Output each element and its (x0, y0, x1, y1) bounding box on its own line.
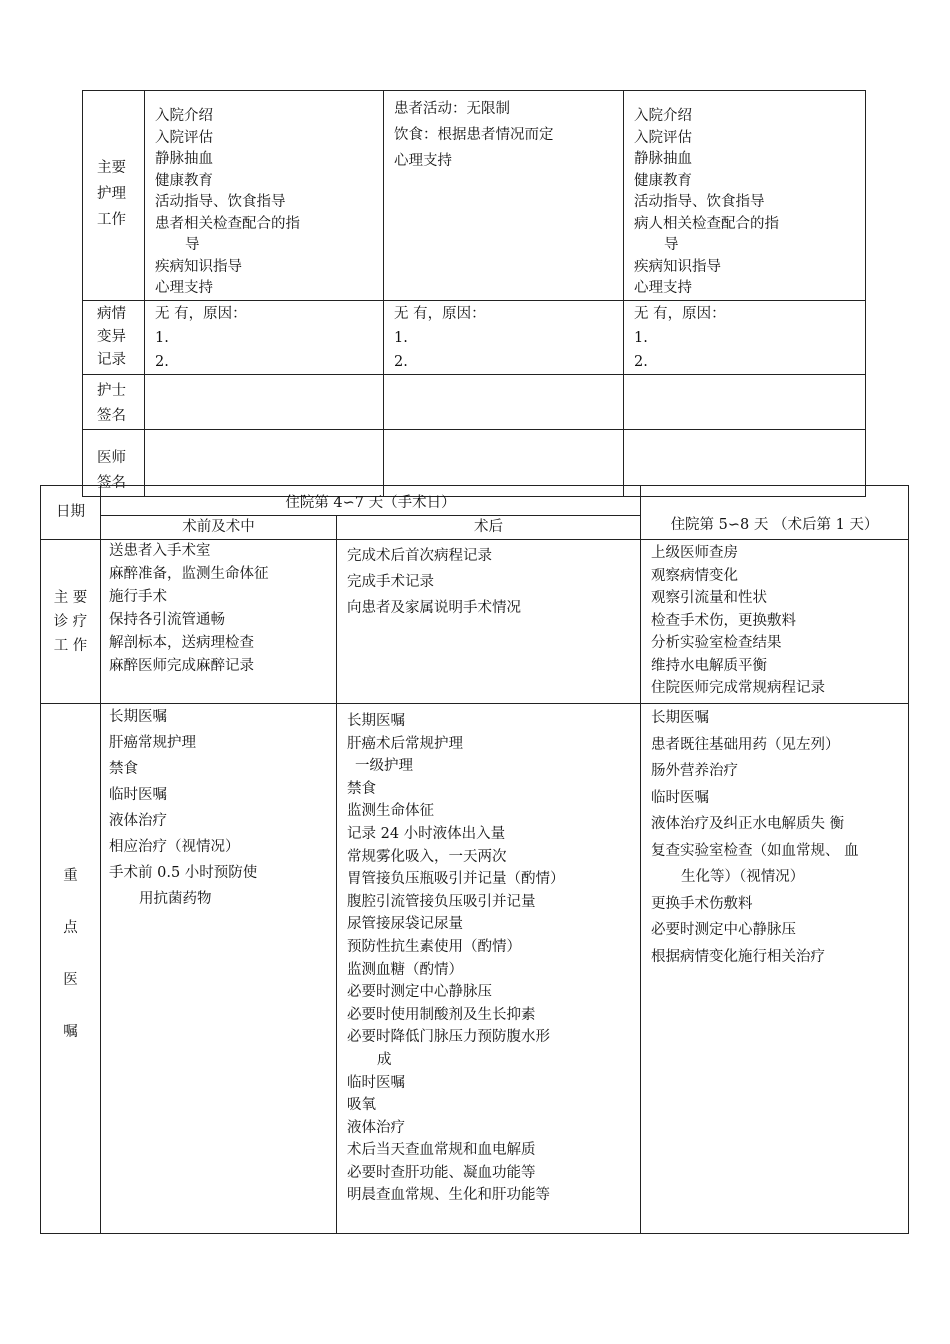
list-item: 活动指导、饮食指导 (155, 194, 286, 210)
list-item: 根据病情变化施行相关治疗 (651, 948, 825, 965)
date-label: 日期 (56, 504, 85, 520)
label-line: 医师 (97, 449, 126, 466)
nurse-signature-cell[interactable] (145, 374, 384, 429)
nursing-work-col1 (145, 91, 384, 301)
list-item: 患者相关检查配合的指 (155, 215, 300, 232)
list-item: 静脉抽血 (634, 151, 692, 167)
row-label-main-work (41, 540, 101, 704)
list-item: 向患者及家属说明手术情况 (347, 600, 521, 616)
label-line: 工作 (97, 212, 126, 228)
list-item: 活动指导、饮食指导 (634, 194, 765, 210)
list-item: 手术前 0.5 小时预防使 (109, 865, 258, 881)
list-item: 解剖标本，送病理检查 (109, 635, 254, 651)
row-label-nurse-signature (83, 374, 145, 429)
label-line: 诊 疗 (53, 614, 88, 630)
label-line: 病情 (97, 305, 126, 322)
list-item: 疾病知识指导 (155, 258, 242, 275)
list-item: 预防性抗生素使用（酌情） (347, 938, 521, 955)
row-label-variance (83, 300, 145, 374)
list-item: 维持水电解质平衡 (651, 657, 767, 674)
list-item: 禁食 (109, 761, 138, 777)
list-item: 麻醉医师完成麻醉记录 (109, 658, 254, 674)
nursing-work-col3 (624, 91, 866, 301)
list-item: 相应治疗（视情况） (109, 839, 240, 855)
pre-op-label: 术前及术中 (182, 519, 255, 535)
post-op-header (337, 516, 641, 540)
label-line: 主要 (97, 160, 126, 176)
list-item: 长期医嘱 (109, 709, 167, 725)
surgery-table (40, 485, 909, 1234)
list-item: 肠外营养治疗 (651, 763, 738, 779)
label-line: 记录 (97, 351, 126, 368)
list-item: 1. (155, 329, 169, 346)
list-item: 病人相关检查配合的指 (634, 215, 779, 232)
list-item: 无 有，原因： (394, 305, 486, 322)
list-item: 保持各引流管通畅 (109, 612, 225, 628)
row-label-orders (41, 704, 101, 1234)
orders-post-day1 (641, 704, 909, 1234)
surgery-day-header (101, 486, 641, 516)
list-item: 必要时使用制酸剂及生长抑素 (347, 1006, 536, 1023)
list-item: 观察病情变化 (651, 567, 738, 584)
label-line: 护理 (97, 186, 126, 202)
list-item: 检查手术伤，更换敷料 (651, 612, 796, 629)
surgery-day-label: 住院第 4∽7 天（手术日） (285, 495, 456, 511)
nursing-work-row (83, 91, 866, 301)
list-item: 心理支持 (394, 153, 452, 169)
list-item: 无 有，原因： (634, 305, 726, 322)
list-item: 液体治疗 (109, 813, 167, 829)
label-line: 变异 (97, 328, 126, 345)
post-op-label: 术后 (474, 519, 503, 535)
nurse-signature-cell[interactable] (384, 374, 624, 429)
list-item: 静脉抽血 (155, 151, 213, 167)
date-header (41, 486, 101, 540)
list-item: 长期医嘱 (347, 713, 405, 729)
list-item: 完成手术记录 (347, 574, 434, 590)
label-line: 重 (63, 868, 78, 884)
orders-post-op (337, 704, 641, 1234)
list-item: 肝癌术后常规护理 (347, 735, 463, 752)
label-line: 嘱 (63, 1024, 78, 1040)
post-day1-header (641, 486, 909, 540)
list-item: 吸氧 (347, 1097, 376, 1114)
list-item: 肝癌常规护理 (109, 735, 196, 751)
list-item: 心理支持 (155, 280, 213, 296)
orders-row (41, 704, 909, 1234)
list-item: 入院评估 (634, 129, 692, 146)
list-item: 入院介绍 (155, 108, 213, 124)
list-item: 监测血糖（酌情） (347, 961, 463, 978)
list-item: 无 有，原因： (155, 305, 247, 322)
nurse-signature-cell[interactable] (624, 374, 866, 429)
list-item: 必要时测定中心静脉压 (651, 922, 796, 938)
list-item: 导 (664, 237, 679, 253)
list-item: 2. (634, 353, 648, 370)
list-item: 常规雾化吸入，一天两次 (347, 848, 507, 865)
list-item: 疾病知识指导 (634, 258, 721, 275)
list-item: 监测生命体征 (347, 803, 434, 820)
header-row-1 (41, 486, 909, 516)
list-item: 必要时查肝功能、凝血功能等 (347, 1164, 536, 1181)
list-item: 临时医嘱 (347, 1074, 405, 1091)
list-item: 更换手术伤敷料 (651, 895, 753, 912)
list-item: 2. (155, 353, 169, 370)
list-item: 上级医师查房 (651, 545, 738, 561)
list-item: 长期医嘱 (651, 710, 709, 726)
list-item: 尿管接尿袋记尿量 (347, 916, 463, 933)
list-item: 一级护理 (355, 758, 413, 775)
list-item: 导 (185, 237, 200, 253)
list-item: 明晨查血常规、生化和肝功能等 (347, 1187, 550, 1204)
list-item: 观察引流量和性状 (651, 590, 767, 606)
label-line: 医 (63, 972, 78, 988)
list-item: 健康教育 (634, 172, 692, 189)
list-item: 临时医嘱 (109, 787, 167, 803)
label-line: 点 (63, 920, 78, 936)
post-day1-label: 住院第 5∽8 天 （术后第 1 天） (670, 517, 879, 533)
list-item: 入院评估 (155, 129, 213, 146)
list-item: 禁食 (347, 780, 376, 797)
variance-row (83, 300, 866, 374)
list-item: 施行手术 (109, 589, 167, 605)
list-item: 1. (394, 329, 408, 346)
main-work-post-op (337, 540, 641, 704)
nursing-work-col2 (384, 91, 624, 301)
main-work-pre-op (101, 540, 337, 704)
list-item: 健康教育 (155, 172, 213, 189)
list-item: 液体治疗及纠正水电解质失 衡 (651, 816, 845, 832)
list-item: 成 (377, 1051, 392, 1068)
list-item: 必要时测定中心静脉压 (347, 984, 492, 1001)
variance-col1 (145, 300, 384, 374)
list-item: 1. (634, 329, 648, 346)
label-line: 主 要 (53, 590, 88, 606)
variance-col3 (624, 300, 866, 374)
list-item: 患者既往基础用药（见左列） (651, 736, 840, 753)
nurse-signature-row (83, 374, 866, 429)
label-line: 签名 (97, 474, 126, 491)
list-item: 住院医师完成常规病程记录 (651, 680, 825, 696)
list-item: 记录 24 小时液体出入量 (347, 825, 506, 842)
main-work-post-day1 (641, 540, 909, 704)
list-item: 送患者入手术室 (109, 543, 211, 559)
label-line: 工 作 (53, 638, 88, 654)
list-item: 完成术后首次病程记录 (347, 548, 492, 564)
main-work-row (41, 540, 909, 704)
list-item: 临时医嘱 (651, 789, 709, 806)
list-item: 术后当天查血常规和血电解质 (347, 1142, 536, 1159)
list-item: 麻醉准备，监测生命体征 (109, 566, 269, 582)
list-item: 入院介绍 (634, 108, 692, 124)
pre-op-header (101, 516, 337, 540)
list-item: 饮食：根据患者情况而定 (394, 127, 554, 143)
list-item: 腹腔引流管接负压吸引并记量 (347, 893, 536, 910)
nursing-table (82, 90, 866, 497)
list-item: 必要时降低门脉压力预防腹水形 (347, 1029, 550, 1046)
list-item: 用抗菌药物 (139, 891, 212, 907)
row-label-nursing-work (83, 91, 145, 301)
list-item: 患者活动：无限制 (394, 101, 510, 117)
list-item: 心理支持 (634, 280, 692, 296)
list-item: 2. (394, 353, 408, 370)
label-line: 签名 (97, 407, 126, 424)
label-line: 护士 (97, 382, 126, 399)
list-item: 液体治疗 (347, 1119, 405, 1136)
list-item: 分析实验室检查结果 (651, 635, 782, 651)
variance-col2 (384, 300, 624, 374)
list-item: 生化等）（视情况） (681, 869, 805, 885)
orders-pre-op (101, 704, 337, 1234)
list-item: 胃管接负压瓶吸引并记量（酌情） (347, 871, 565, 888)
list-item: 复查实验室检查（如血常规、 血 (651, 842, 859, 859)
